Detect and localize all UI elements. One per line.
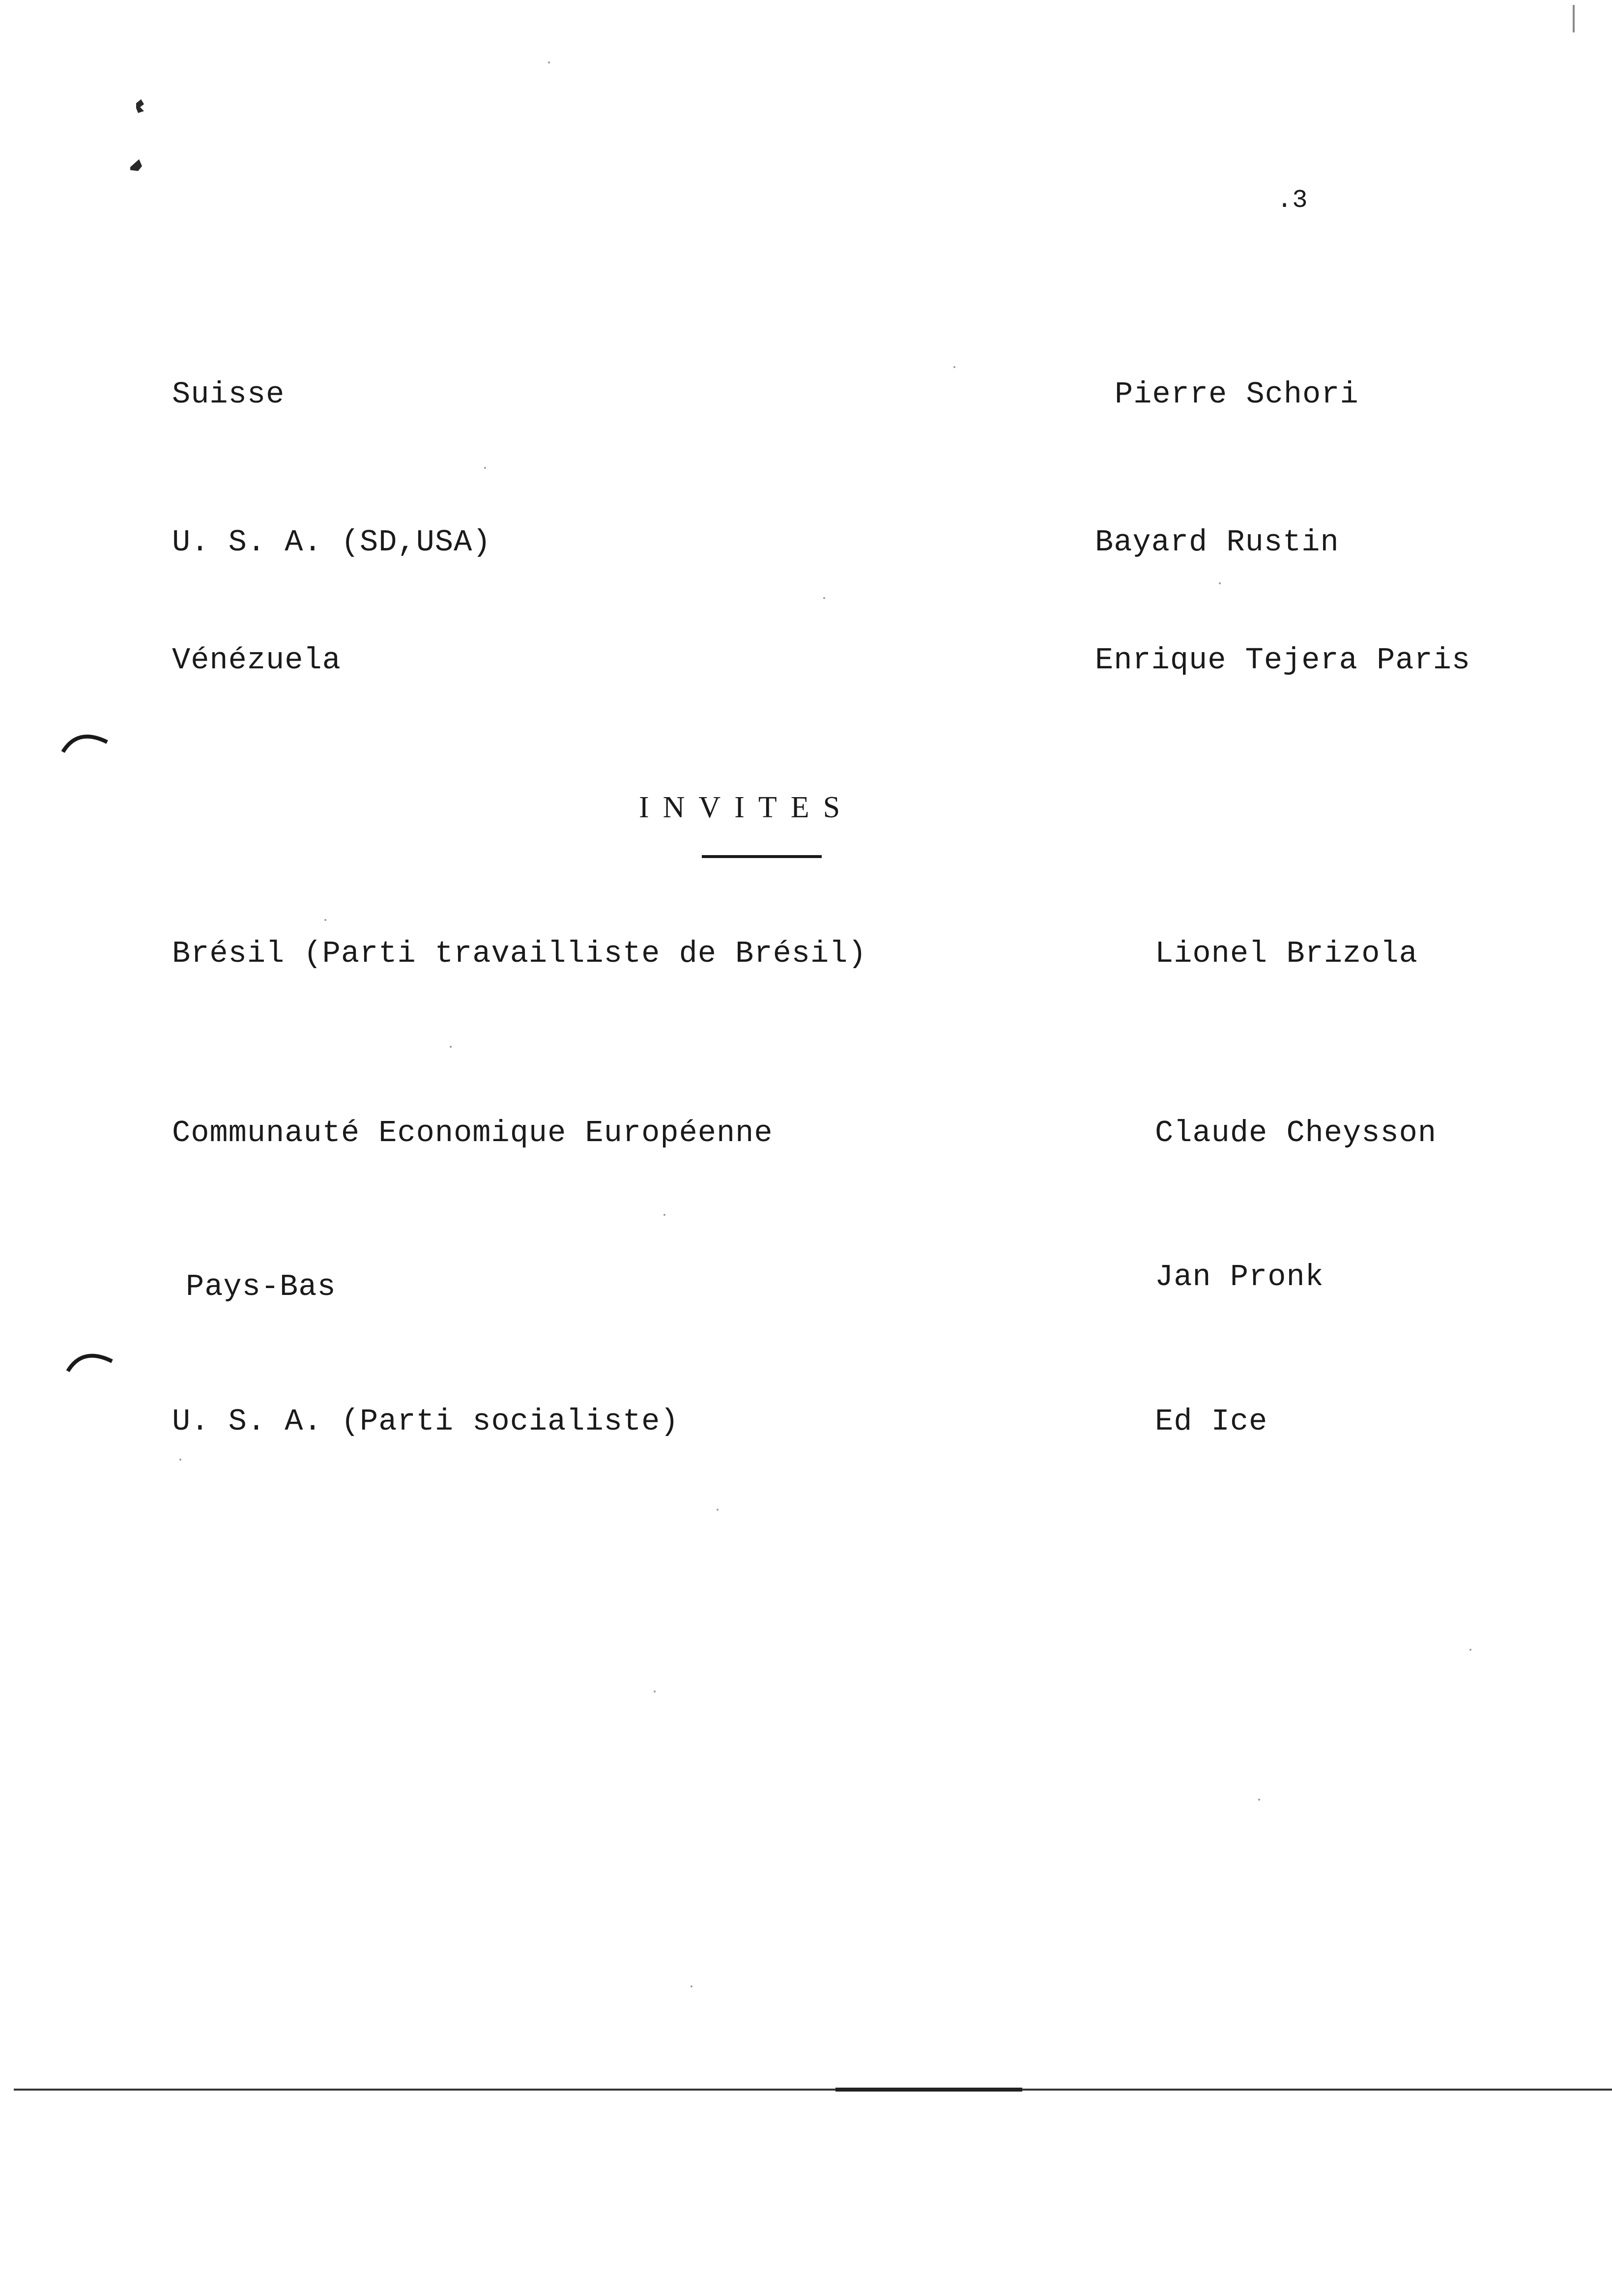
- country-entry: Brésil (Parti travailliste de Brésil): [172, 936, 867, 971]
- delegate-entry: Pierre Schori: [1115, 377, 1359, 412]
- scan-speck: [1219, 582, 1221, 584]
- scan-speck: [1258, 1799, 1260, 1801]
- section-heading-underline: [702, 855, 822, 858]
- scan-speck: [1469, 1649, 1471, 1651]
- section-heading: INVITES: [639, 791, 854, 824]
- bottom-rule-accent: [835, 2088, 1022, 2092]
- scan-speck: [691, 1985, 692, 1987]
- scan-speck: [654, 1691, 656, 1693]
- page-number: .3: [1277, 186, 1308, 215]
- delegate-entry: Jan Pronk: [1155, 1260, 1324, 1294]
- scan-edge-mark: [1573, 5, 1575, 32]
- scan-speck: [548, 61, 550, 63]
- delegate-entry: Bayard Rustin: [1095, 525, 1339, 560]
- scan-speck: [663, 1214, 665, 1216]
- delegate-entry: Lionel Brizola: [1155, 936, 1418, 971]
- scan-speck: [717, 1509, 719, 1511]
- country-entry: Communauté Economique Européenne: [172, 1116, 773, 1150]
- scan-speck: [953, 366, 955, 368]
- scan-speck: [484, 467, 486, 469]
- hole-punch-mark-lower: [63, 1342, 122, 1381]
- scan-speck: [179, 1459, 181, 1461]
- country-entry: Suisse: [172, 377, 285, 412]
- scan-speck: [823, 597, 825, 599]
- delegate-entry: Enrique Tejera Paris: [1095, 643, 1471, 678]
- scan-speck: [324, 919, 326, 921]
- country-entry: U. S. A. (Parti socialiste): [172, 1404, 679, 1439]
- delegate-entry: Ed Ice: [1155, 1404, 1268, 1439]
- country-entry: Vénézuela: [172, 643, 341, 678]
- country-entry: U. S. A. (SD,USA): [172, 525, 491, 560]
- country-entry: Pays-Bas: [186, 1269, 336, 1304]
- scan-artifact-top-left: [125, 93, 165, 182]
- bottom-rule: [14, 2089, 1612, 2091]
- delegate-entry: Claude Cheysson: [1155, 1116, 1437, 1150]
- hole-punch-mark-upper: [58, 722, 117, 762]
- scan-speck: [450, 1046, 452, 1048]
